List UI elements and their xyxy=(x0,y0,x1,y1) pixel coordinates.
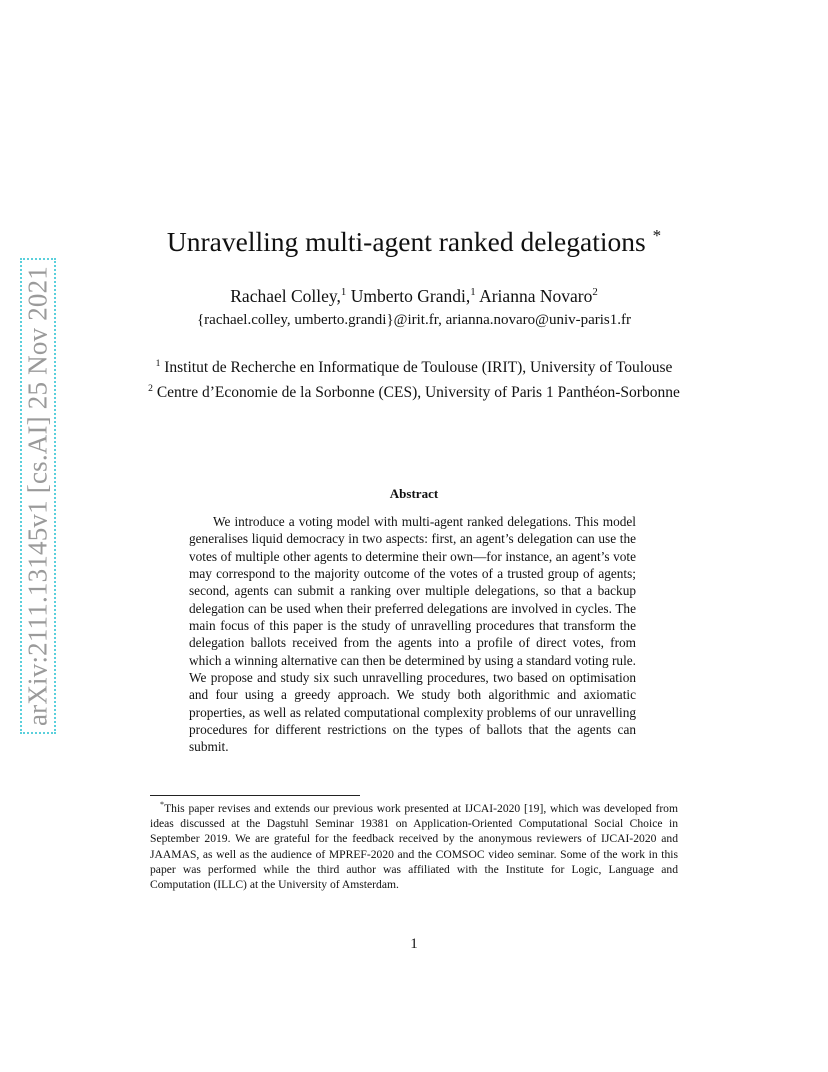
paper-title xyxy=(0,226,828,258)
title-footnote-mark: * xyxy=(652,225,662,245)
author-list xyxy=(0,286,828,307)
footnote-text: This paper revises and extends our previous work presented at IJCAI-2020 [19], which was developed from ideas discussed at the Dagstuhl Seminar 19381 on Application-Oriented Computational Social Choice in September 2019. We are grateful for the feedback received by the anonymous reviewers of IJCAI-2020 and JAAMAS, as well as the audience of MPREF-2020 and the COMSOC video seminar. Some of the work in this paper was performed while the third author was affiliated with the Institute for Logic, Language and Computation (ILLC) at the University of Amsterdam. xyxy=(150,802,678,892)
footnote-rule xyxy=(150,795,360,796)
author-name: Umberto Grandi, xyxy=(350,286,471,306)
arxiv-identifier[interactable]: arXiv:2111.13145v1 [cs.AI] 25 Nov 2021 xyxy=(22,265,53,727)
footnote xyxy=(150,801,678,892)
affiliation-text: Institut de Recherche en Informatique de Toulouse (IRIT), University of Toulouse xyxy=(164,359,673,376)
author-affiliation-mark: 1 xyxy=(340,286,347,299)
affiliation-mark: 1 xyxy=(155,357,161,369)
author-affiliation-mark: 1 xyxy=(470,286,476,299)
affiliation-text: Centre d’Economie de la Sorbonne (CES), University of Paris 1 Panthéon-Sorbonne xyxy=(156,384,680,401)
footnote-mark: * xyxy=(160,800,165,810)
affiliation-1 xyxy=(0,359,828,377)
title-text: Unravelling multi-agent ranked delegations xyxy=(166,226,646,257)
author-affiliation-mark: 2 xyxy=(592,286,598,299)
abstract-heading: Abstract xyxy=(389,486,439,501)
author-name: Arianna Novaro xyxy=(479,286,593,306)
affiliation-2 xyxy=(0,384,828,402)
page-number: 1 xyxy=(410,936,418,952)
author-emails: {rachael.colley, umberto.grandi}@irit.fr, arianna.novaro@univ-paris1.fr xyxy=(196,312,632,328)
affiliation-mark: 2 xyxy=(148,382,153,394)
abstract-body: We introduce a voting model with multi-agent ranked delegations. This model generalises liquid democracy in two aspects: first, an agent’s delegation can use the votes of multiple other agents to determine their own—for instance, an agent’s vote may correspond to the majority outcome of the votes of a trusted group of agents; second, agents can submit a ranking over multiple delegations, so that a backup delegation can be used when their preferred delegations are involved in cycles. The main focus of this paper is the study of unravelling procedures that transform the delegation ballots received from the agents into a profile of direct votes, from which a winning alternative can then be determined by using a standard voting rule. We propose and study six such unravelling procedures, two based on optimisation and four using a greedy approach. We study both algorithmic and axiomatic properties, as well as related computational complexity problems of our unravelling procedures for different restrictions on the types of ballots that the agents can submit. xyxy=(189,514,636,755)
author-name: Rachael Colley, xyxy=(230,286,341,306)
